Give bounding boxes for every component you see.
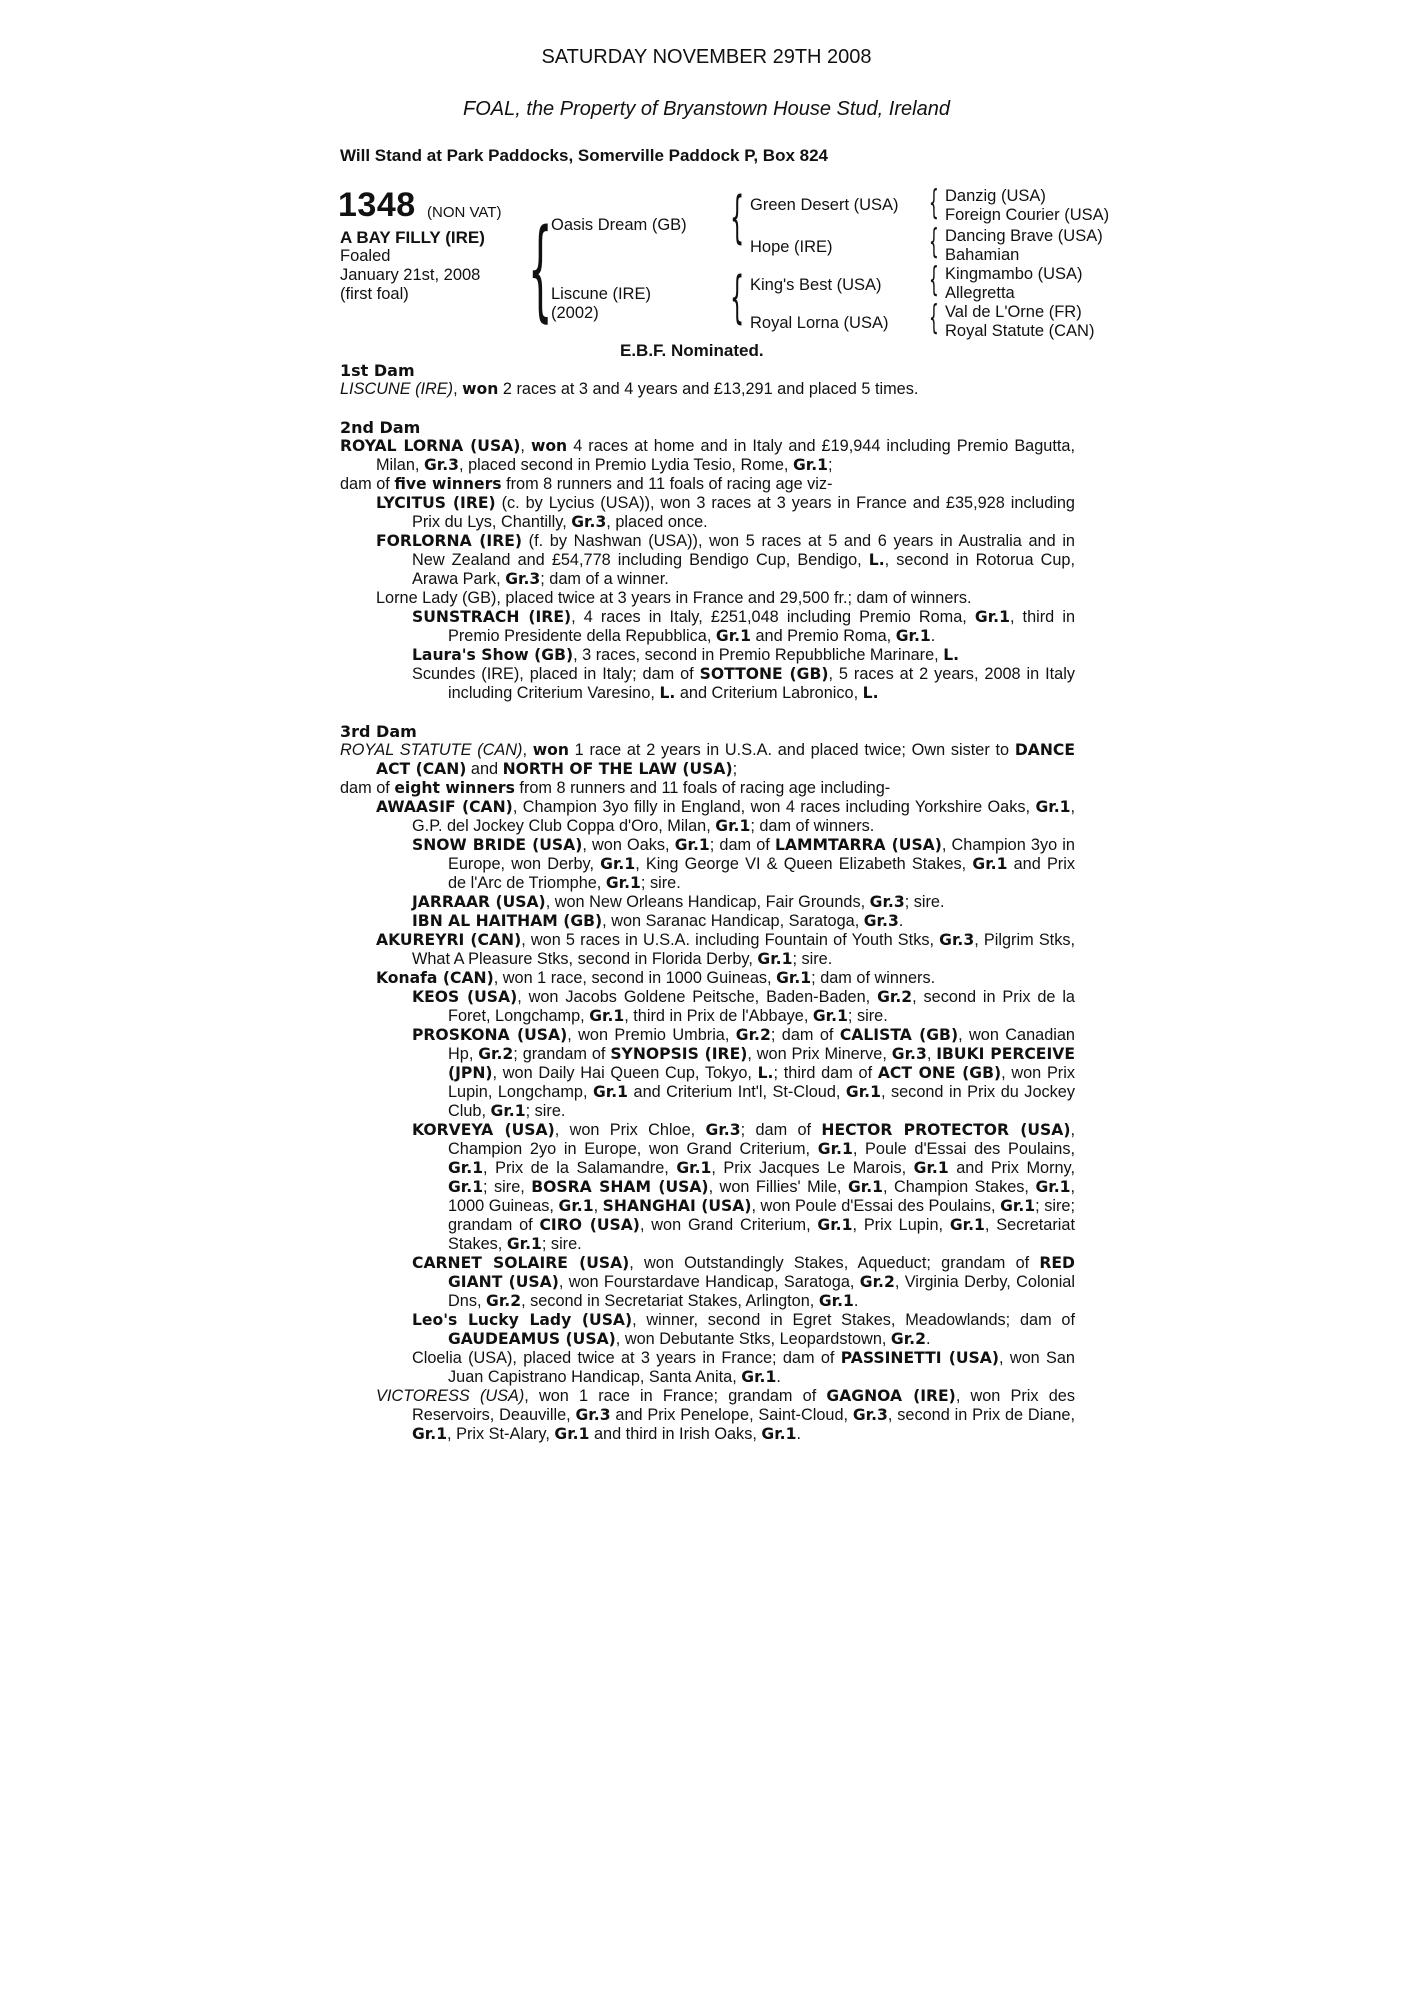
- produce-entry: JARRAAR (USA), won New Orleans Handicap, Fair Grounds, Gr.3; sire.: [412, 893, 945, 911]
- ds-sire: Kingmambo (USA): [945, 265, 1083, 283]
- produce-entry: Lorne Lady (GB), placed twice at 3 years in France and 29,500 fr.; dam of winners.: [376, 589, 972, 607]
- stand-location: Will Stand at Park Paddocks, Somerville Paddock P, Box 824: [340, 146, 829, 165]
- pedigree-brace-sd: {: [929, 222, 939, 262]
- dam-year: (2002): [551, 304, 599, 322]
- produce-entry: FORLORNA (IRE) (f. by Nashwan (USA)), won 5 races at 5 and 6 years in Australia and in New Zealand and £54,778 including Bendigo Cup, Bendigo, L., second in Rotorua Cup, Arawa Park, Gr.3; dam of a winner.: [376, 532, 1075, 588]
- pedigree-brace-ds: {: [929, 260, 939, 300]
- pedigree-brace-ss: {: [929, 183, 939, 223]
- produce-entry: Leo's Lucky Lady (USA), winner, second in Egret Stakes, Meadowlands; dam of GAUDEAMUS (USA), won Debutante Stks, Leopardstown, Gr.2.: [412, 1311, 1075, 1348]
- produce-entry: IBN AL HAITHAM (GB), won Saranac Handicap, Saratoga, Gr.3.: [412, 912, 904, 930]
- produce-entry: VICTORESS (USA), won 1 race in France; grandam of GAGNOA (IRE), won Prix des Reservoirs, Deauville, Gr.3 and Prix Penelope, Saint-Cloud, Gr.3, second in Prix de Diane, Gr.1, Prix St-Alary, Gr.1 and third in Irish Oaks, Gr.1.: [376, 1387, 1075, 1443]
- produce-entry: LYCITUS (IRE) (c. by Lycius (USA)), won 3 races at 3 years in France and £35,928 including Prix du Lys, Chantilly, Gr.3, placed once.: [376, 494, 1075, 531]
- first-dam-heading: 1st Dam: [340, 361, 415, 380]
- dd-sire: Val de L'Orne (FR): [945, 303, 1082, 321]
- first-dam-record: LISCUNE (IRE), won 2 races at 3 and 4 years and £13,291 and placed 5 times.: [340, 380, 919, 398]
- lot-name: A BAY FILLY (IRE): [340, 228, 485, 247]
- foal-note: (first foal): [340, 285, 409, 303]
- third-dam-heading: 3rd Dam: [340, 722, 417, 741]
- sd-dam: Bahamian: [945, 246, 1020, 264]
- dam-sire: King's Best (USA): [750, 276, 882, 294]
- sire-name: Oasis Dream (GB): [551, 216, 687, 234]
- third-dam-section: [340, 722, 1075, 1444]
- third-dam-record: ROYAL STATUTE (CAN), won 1 race at 2 years in U.S.A. and placed twice; Own sister to DANCE ACT (CAN) and NORTH OF THE LAW (USA);: [340, 741, 1075, 778]
- property-line: FOAL, the Property of Bryanstown House Stud, Ireland: [463, 98, 950, 120]
- sd-sire: Dancing Brave (USA): [945, 227, 1103, 245]
- second-dam-heading: 2nd Dam: [340, 418, 421, 437]
- produce-entry: SUNSTRACH (IRE), 4 races in Italy, £251,048 including Premio Roma, Gr.1, third in Premio Presidente della Repubblica, Gr.1 and Premio Roma, Gr.1.: [412, 608, 1075, 645]
- sale-date: SATURDAY NOVEMBER 29TH 2008: [541, 46, 872, 68]
- pedigree-brace-dd: {: [929, 298, 939, 338]
- produce-entry: AKUREYRI (CAN), won 5 races in U.S.A. including Fountain of Youth Stks, Gr.3, Pilgrim Stks, What A Pleasure Stks, second in Florida Derby, Gr.1; sire.: [376, 931, 1076, 968]
- pedigree-brace-dam: {: [730, 265, 745, 330]
- first-dam-section: [340, 361, 1075, 399]
- ebf-nomination: E.B.F. Nominated.: [620, 341, 764, 360]
- dam-name: Liscune (IRE): [551, 285, 651, 303]
- dd-dam: Royal Statute (CAN): [945, 322, 1095, 340]
- sire-dam: Hope (IRE): [750, 238, 833, 256]
- produce-entry: Cloelia (USA), placed twice at 3 years in France; dam of PASSINETTI (USA), won San Juan Capistrano Handicap, Santa Anita, Gr.1.: [412, 1349, 1075, 1386]
- produce-entry: CARNET SOLAIRE (USA), won Outstandingly Stakes, Aqueduct; grandam of RED GIANT (USA), won Fourstardave Handicap, Saratoga, Gr.2, Virginia Derby, Colonial Dns, Gr.2, second in Secretariat Stakes, Arlington, Gr.1.: [412, 1254, 1075, 1310]
- produce-entry: PROSKONA (USA), won Premio Umbria, Gr.2; dam of CALISTA (GB), won Canadian Hp, Gr.2; grandam of SYNOPSIS (IRE), won Prix Minerve, Gr.3, IBUKI PERCEIVE (JPN), won Daily Hai Queen Cup, Tokyo, L.; third dam of ACT ONE (GB), won Prix Lupin, Longchamp, Gr.1 and Criterium Int'l, St-Cloud, Gr.1, second in Prix du Jockey Club, Gr.1; sire.: [412, 1026, 1075, 1120]
- second-dam-record: ROYAL LORNA (USA), won 4 races at home and in Italy and £19,944 including Premio Bagutta, Milan, Gr.3, placed second in Premio Lydia Tesio, Rome, Gr.1;: [340, 437, 1075, 474]
- vat-status: (NON VAT): [427, 204, 502, 221]
- produce-entry: Konafa (CAN), won 1 race, second in 1000 Guineas, Gr.1; dam of winners.: [376, 969, 936, 987]
- foaled-label: Foaled: [340, 247, 391, 265]
- lot-number: 1348: [338, 186, 416, 224]
- produce-entry: KORVEYA (USA), won Prix Chloe, Gr.3; dam of HECTOR PROTECTOR (USA), Champion 2yo in Europe, won Grand Criterium, Gr.1, Poule d'Essai des Poulains, Gr.1, Prix de la Salamandre, Gr.1, Prix Jacques Le Marois, Gr.1 and Prix Morny, Gr.1; sire, BOSRA SHAM (USA), won Fillies' Mile, Gr.1, Champion Stakes, Gr.1, 1000 Guineas, Gr.1, SHANGHAI (USA), won Poule d'Essai des Poulains, Gr.1; sire; grandam of CIRO (USA), won Grand Criterium, Gr.1, Prix Lupin, Gr.1, Secretariat Stakes, Gr.1; sire.: [412, 1121, 1076, 1253]
- dam-dam: Royal Lorna (USA): [750, 314, 889, 332]
- sire-sire: Green Desert (USA): [750, 196, 899, 214]
- pedigree-brace-gen1: {: [528, 205, 553, 333]
- foaled-date: January 21st, 2008: [340, 266, 481, 284]
- second-dam-section: [340, 418, 1075, 703]
- produce-entry: SNOW BRIDE (USA), won Oaks, Gr.1; dam of LAMMTARRA (USA), Champion 3yo in Europe, won Derby, Gr.1, King George VI & Queen Elizabeth Stakes, Gr.1 and Prix de l'Arc de Triomphe, Gr.1; sire.: [412, 836, 1075, 892]
- produce-entry: Scundes (IRE), placed in Italy; dam of SOTTONE (GB), 5 races at 2 years, 2008 in Italy including Criterium Varesino, L. and Criterium Labronico, L.: [412, 665, 1075, 702]
- pedigree-brace-sire: {: [730, 185, 745, 250]
- produce-entry: KEOS (USA), won Jacobs Goldene Peitsche, Baden-Baden, Gr.2, second in Prix de la Foret, Longchamp, Gr.1, third in Prix de l'Abbaye, Gr.1; sire.: [412, 988, 1075, 1025]
- produce-entry: AWAASIF (CAN), Champion 3yo filly in England, won 4 races including Yorkshire Oaks, Gr.1, G.P. del Jockey Club Coppa d'Oro, Milan, Gr.1; dam of winners.: [376, 798, 1076, 835]
- ss-dam: Foreign Courier (USA): [945, 206, 1110, 224]
- produce-entry: Laura's Show (GB), 3 races, second in Premio Repubbliche Marinare, L.: [412, 646, 960, 664]
- ds-dam: Allegretta: [945, 284, 1015, 302]
- third-dam-produce-intro: dam of eight winners from 8 runners and 11 foals of racing age including-: [340, 779, 891, 797]
- second-dam-produce-intro: dam of five winners from 8 runners and 11 foals of racing age viz-: [340, 475, 833, 493]
- ss-sire: Danzig (USA): [945, 187, 1046, 205]
